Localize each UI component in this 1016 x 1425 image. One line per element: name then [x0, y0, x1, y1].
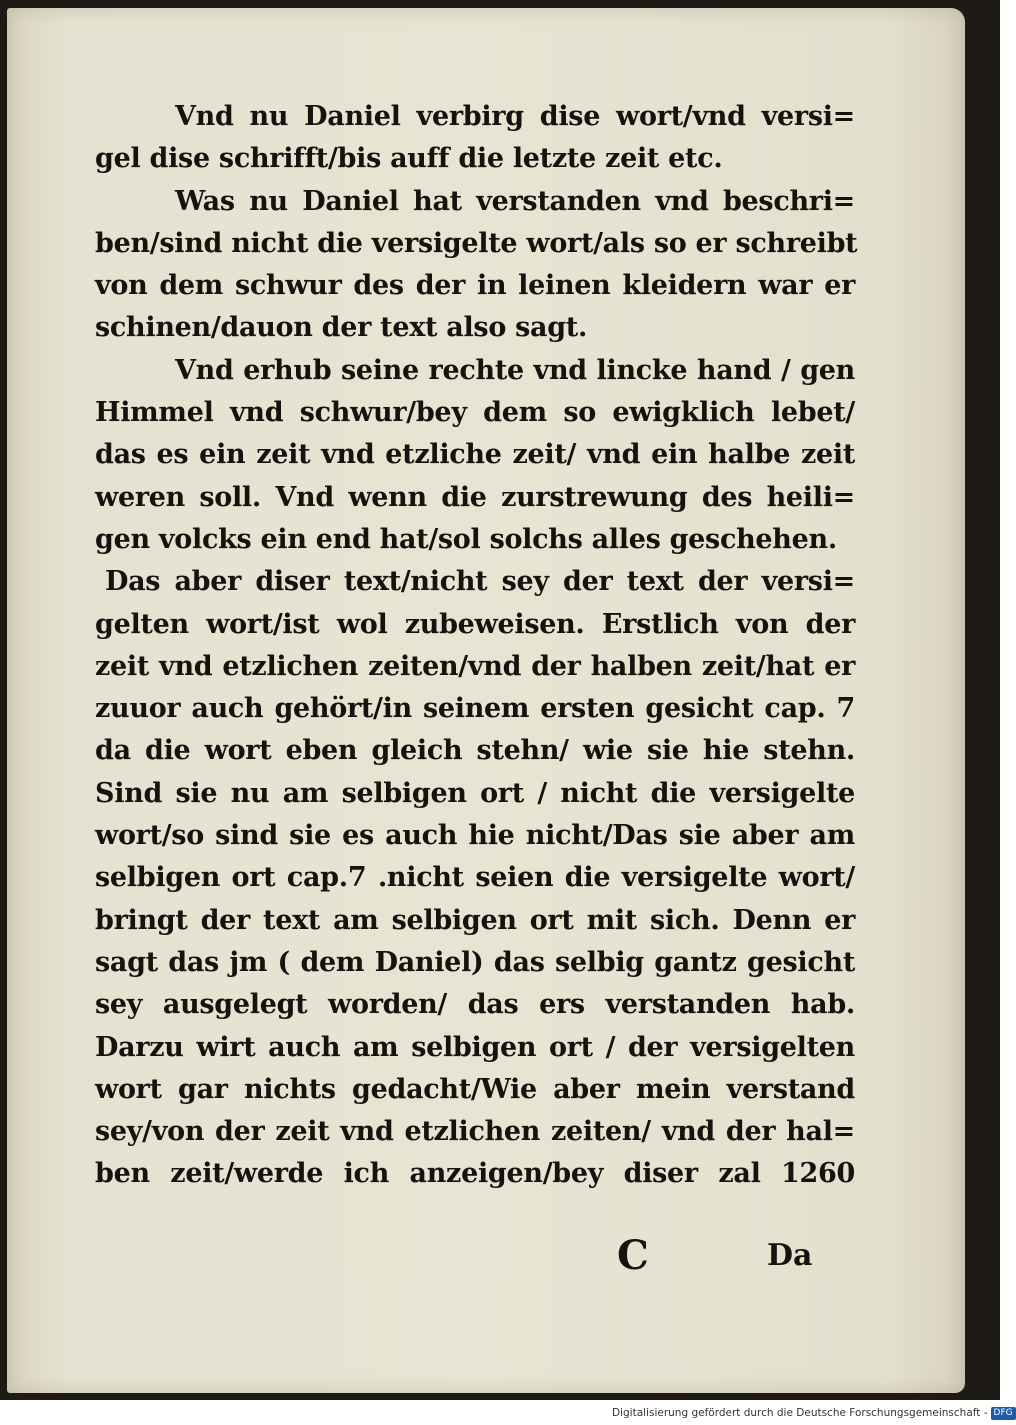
text-line: sey/von der zeit vnd etzlichen zeiten/ vnd der hal=: [95, 1116, 855, 1148]
text-line: Sind sie nu am selbigen ort / nicht die versigelte: [95, 777, 855, 809]
text-line: Vnd erhub seine rechte vnd lincke hand / gen: [175, 354, 855, 386]
text-line: sagt das jm ( dem Daniel) das selbig gantz gesicht: [95, 946, 855, 978]
catchword: Da: [767, 1238, 813, 1273]
text-line: zuuor auch gehört/in seinem ersten gesicht cap. 7: [95, 693, 855, 725]
page-text: [95, 96, 858, 1196]
book-page: [7, 8, 965, 1393]
text-line: gel dise schrifft/bis auff die letzte zeit etc.: [95, 143, 723, 175]
text-line: gelten wort/ist wol zubeweisen. Erstlich von der: [95, 608, 855, 640]
credit-text: Digitalisierung gefördert durch die Deutsche Forschungsgemeinschaft -: [612, 1407, 988, 1419]
text-line: da die wort eben gleich stehn/ wie sie hie stehn.: [95, 735, 855, 767]
text-line: Vnd nu Daniel verbirg dise wort/vnd versi=: [175, 101, 855, 132]
text-line: Himmel vnd schwur/bey dem so ewigklich lebet/: [95, 397, 855, 429]
text-line: sey ausgelegt worden/ das ers verstanden hab.: [95, 989, 855, 1021]
text-line: Was nu Daniel hat verstanden vnd beschri=: [175, 185, 855, 217]
text-line: wort gar nichts gedacht/Wie aber mein verstand: [95, 1073, 855, 1105]
text-line: schinen/dauon der text also sagt.: [95, 312, 588, 344]
text-line: bringt der text am selbigen ort mit sich. Denn er: [95, 904, 855, 936]
text-line: selbigen ort cap.7 .nicht seien die versigelte wort/: [95, 862, 855, 894]
text-line: Das aber diser text/nicht sey der text der versi=: [105, 566, 855, 598]
text-line: wort/so sind sie es auch hie nicht/Das sie aber am: [95, 820, 855, 852]
text-line: von dem schwur des der in leinen kleidern war er: [95, 270, 855, 302]
text-line: Darzu wirt auch am selbigen ort / der versigelten: [95, 1031, 855, 1063]
dfg-logo: DFG: [991, 1407, 1016, 1420]
text-line: gen volcks ein end hat/sol solchs alles geschehen.: [95, 523, 837, 555]
text-line: ben zeit/werde ich anzeigen/bey diser zal 1260: [95, 1158, 855, 1190]
text-line: zeit vnd etzlichen zeiten/vnd der halben zeit/hat er: [95, 650, 855, 682]
digitization-credit: [612, 1405, 1013, 1421]
text-line: ben/sind nicht die versigelte wort/als so er schreibt: [95, 227, 858, 259]
text-line: weren soll. Vnd wenn die zurstrewung des heili=: [95, 481, 855, 513]
signature-mark: C: [617, 1232, 649, 1279]
text-line: das es ein zeit vnd etzliche zeit/ vnd ein halbe zeit: [95, 439, 855, 471]
